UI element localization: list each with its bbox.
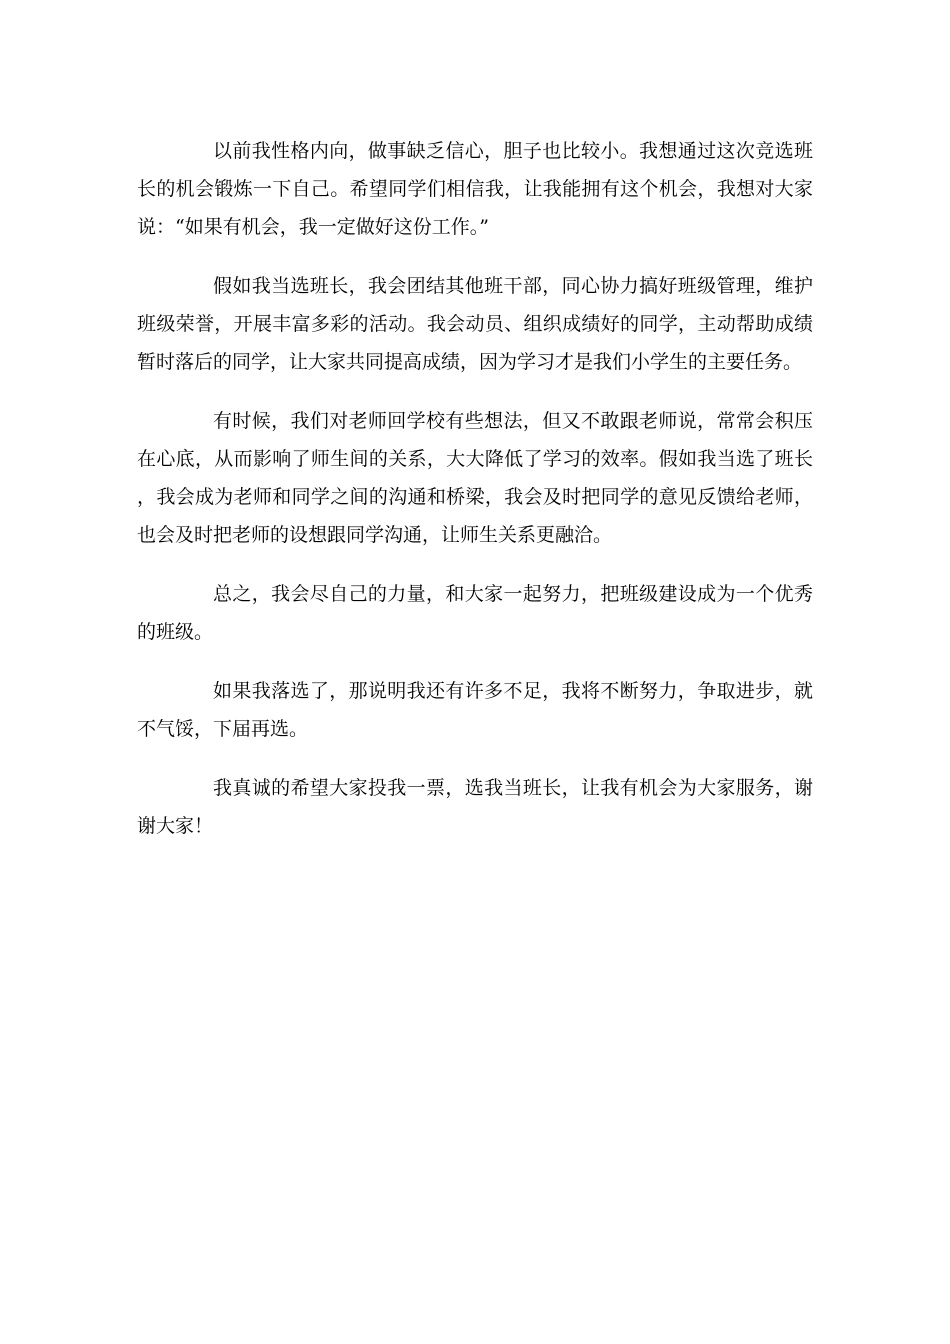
- document-body: [137, 132, 813, 866]
- paragraph-3: 有时候，我们对老师回学校有些想法，但又不敢跟老师说，常常会积压在心底，从而影响了师生间的关系，大大降低了学习的效率。假如我当选了班长，我会成为老师和同学之间的沟通和桥梁，我会及时把同学的意见反馈给老师，也会及时把老师的设想跟同学沟通，让师生关系更融洽。: [137, 410, 813, 546]
- paragraph-6: 我真诚的希望大家投我一票，选我当班长，让我有机会为大家服务，谢谢大家！: [137, 777, 813, 837]
- paragraph-5: 如果我落选了，那说明我还有许多不足，我将不断努力，争取进步，就不气馁，下届再选。: [137, 680, 813, 740]
- paragraph-1: 以前我性格内向，做事缺乏信心，胆子也比较小。我想通过这次竞选班长的机会锻炼一下自己。希望同学们相信我，让我能拥有这个机会，我想对大家说：“如果有机会，我一定做好这份工作。”: [137, 140, 813, 238]
- paragraph-4: 总之，我会尽自己的力量，和大家一起努力，把班级建设成为一个优秀的班级。: [137, 583, 813, 643]
- paragraph-2: 假如我当选班长，我会团结其他班干部，同心协力搞好班级管理，维护班级荣誉，开展丰富多彩的活动。我会动员、组织成绩好的同学，主动帮助成绩暂时落后的同学，让大家共同提高成绩，因为学习才是我们小学生的主要任务。: [137, 275, 813, 373]
